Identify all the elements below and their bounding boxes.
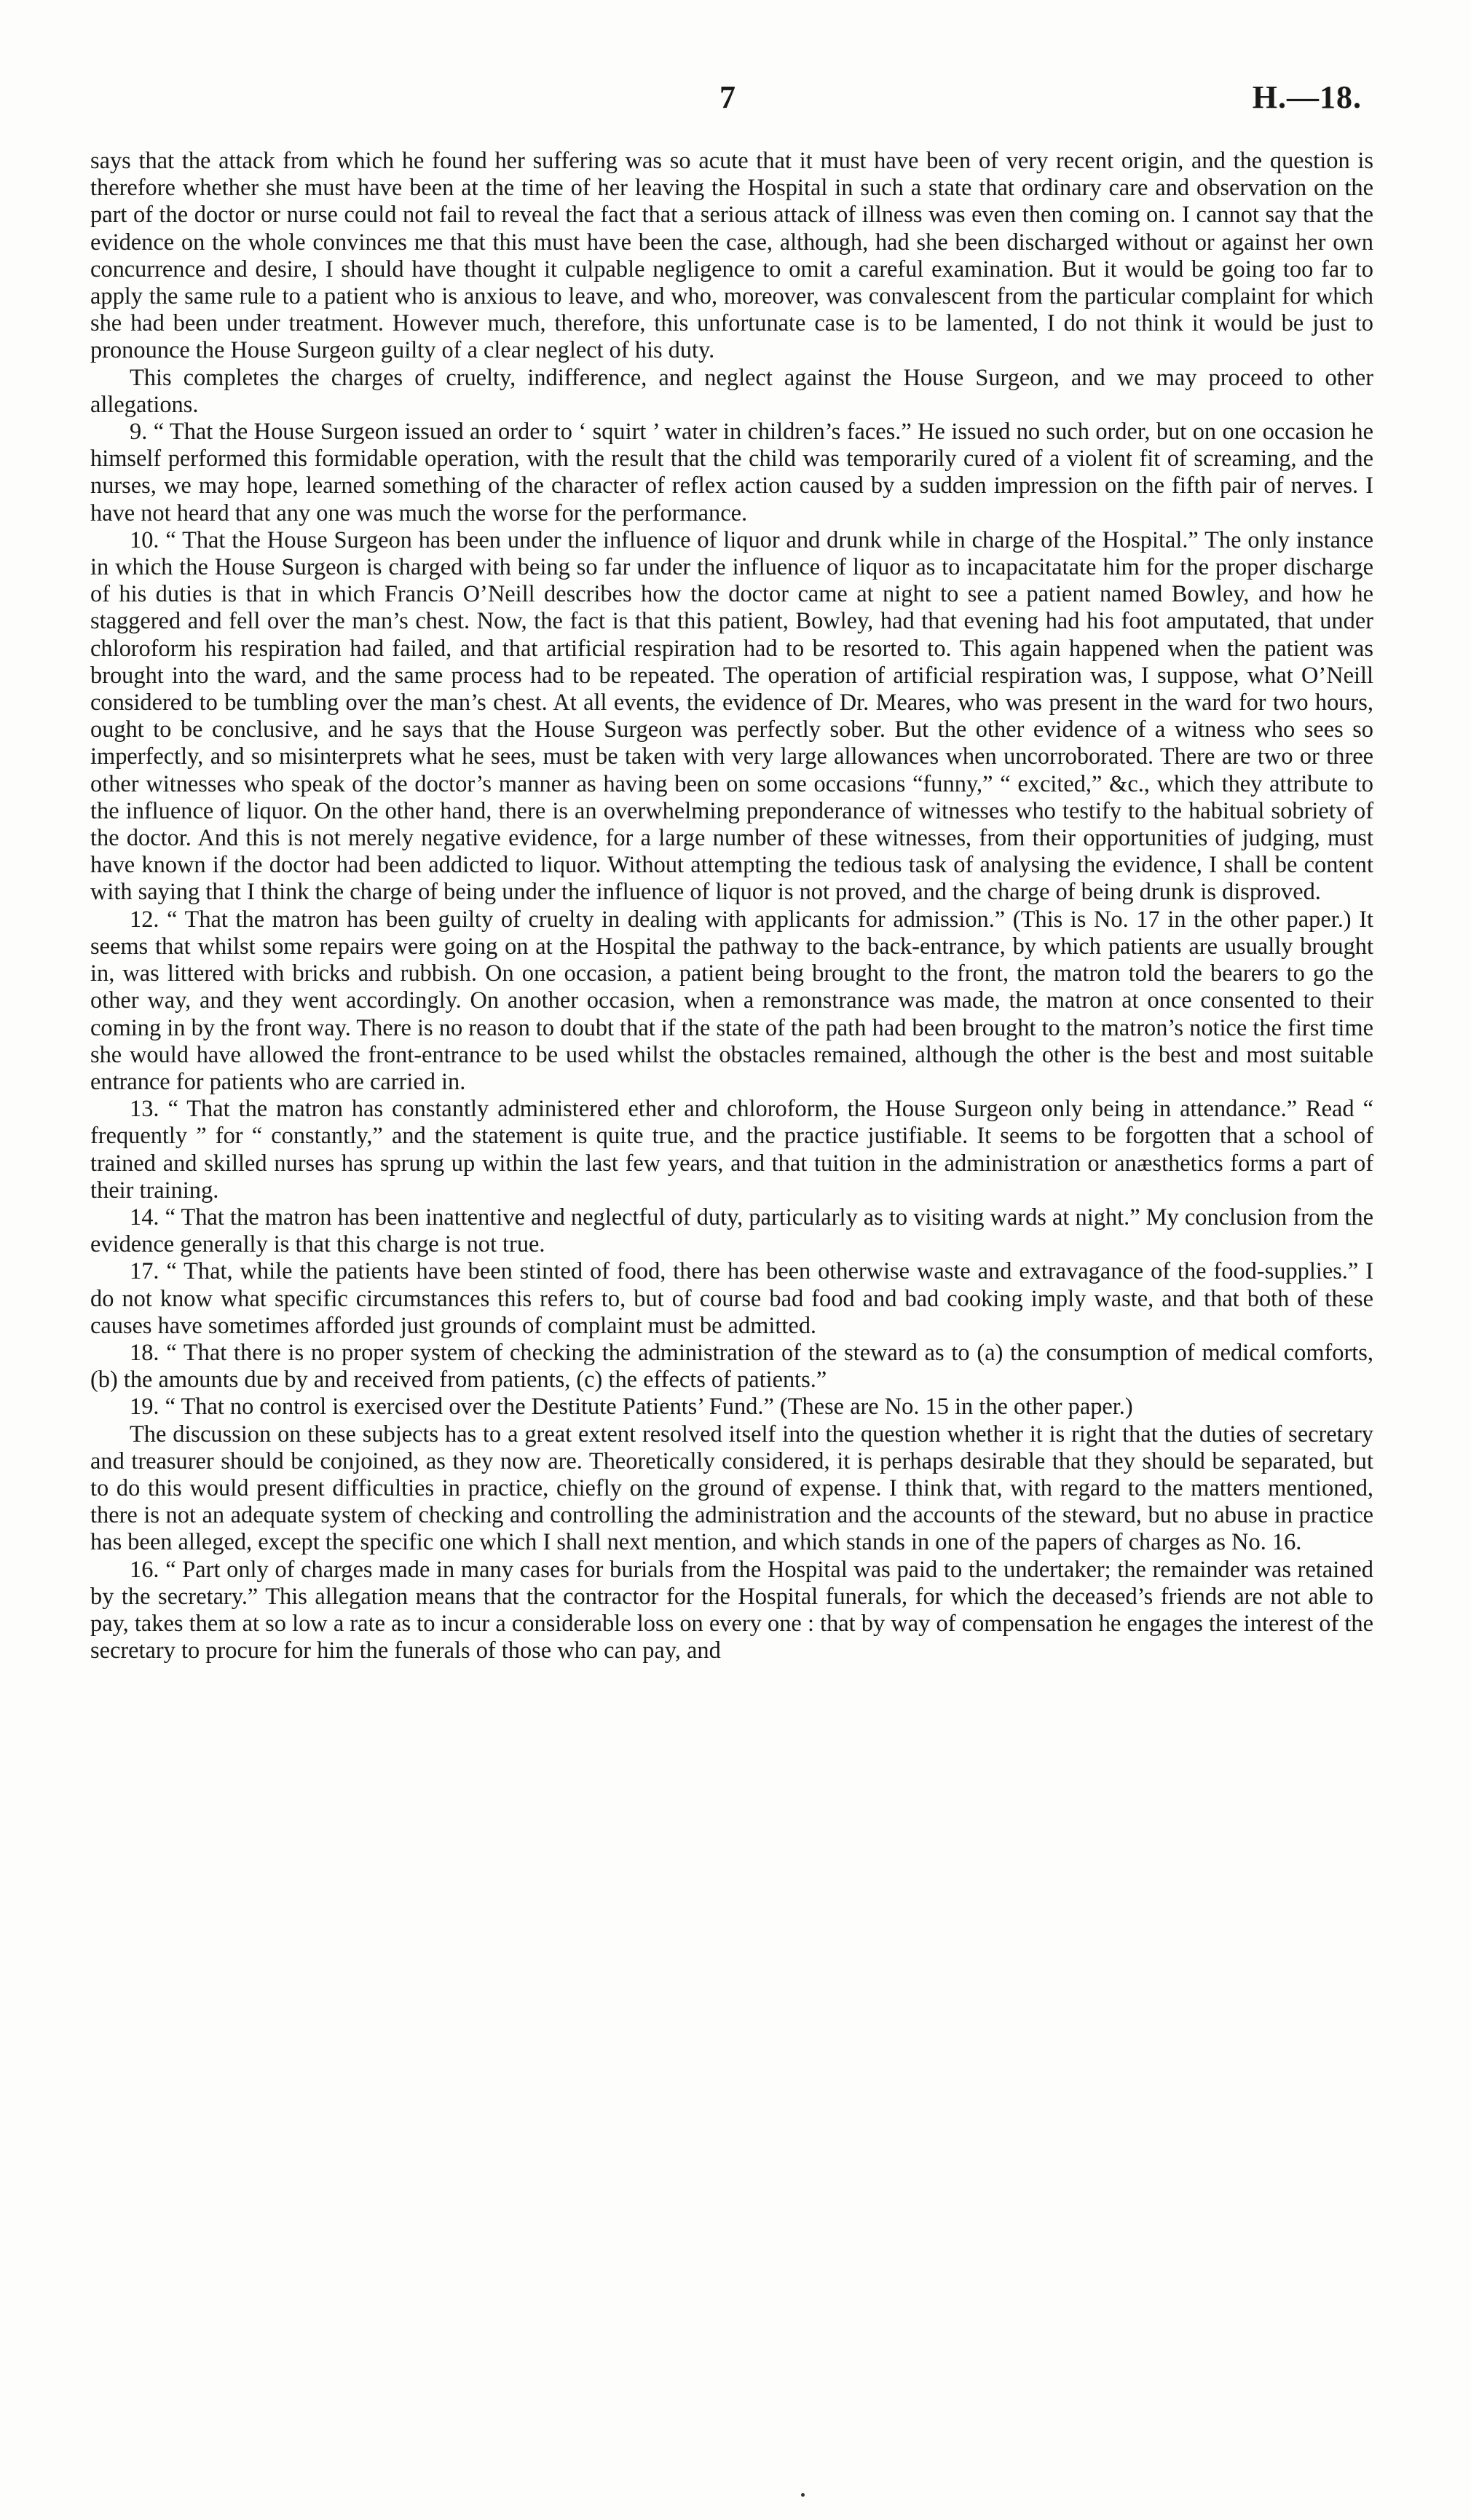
paragraph-charge-16: 16. “ Part only of charges made in many cases for burials from the Hospital was paid to the undertaker; the remainder was retained by the secretary.” This allegation means that the contractor for the Hospital funerals, for which the deceased’s friends are not able to pay, takes them at so low a rate as to incur a considerable loss on every one : that by way of compensation he engages the interest of the secretary to procure for him the funerals of those who can pay, and — [90, 1556, 1373, 1664]
print-speck — [801, 2493, 805, 2497]
paragraph-charge-13: 13. “ That the matron has constantly administered ether and chloroform, the House Surgeon only being in attendance.” Read “ frequently ” for “ constantly,” and the statement is quite true, and the practice justifiable. It seems to be forgotten that a school of trained and skilled nurses has sprung up within the last few years, and that tuition in the administration or anæsthetics forms a part of their training. — [90, 1096, 1373, 1204]
paragraph-charge-10: 10. “ That the House Surgeon has been under the influence of liquor and drunk while in charge of the Hospital.” The only instance in which the House Surgeon is charged with being so far under the influence of liquor as to incapacitatate him for the proper discharge of his duties is that in which Francis O’Neill describes how the doctor came at night to see a patient named Bowley, and how he staggered and fell over the man’s chest. Now, the fact is that this patient, Bowley, had that evening had his foot amputated, that under chloroform his respiration had failed, and that artificial respiration had to be resorted to. This again happened when the patient was brought into the ward, and the same process had to be repeated. The operation of artificial respiration was, I suppose, what O’Neill considered to be tumbling over the man’s chest. At all events, the evidence of Dr. Meares, who was present in the ward for two hours, ought to be conclusive, and he says that the House Surgeon was perfectly sober. But the other evidence of a witness who sees so imperfectly, and so misinterprets what he sees, must be taken with very large allowances when uncorroborated. There are two or three other witnesses who speak of the doctor’s manner as having been on some occasions “funny,” “ excited,” &c., which they attribute to the influence of liquor. On the other hand, there is an overwhelming preponderance of witnesses who testify to the habitual sobriety of the doctor. And this is not merely negative evidence, for a large number of these witnesses, from their opportunities of judging, must have known if the doctor had been addicted to liquor. Without attempting the tedious task of analysing the evidence, I shall be content with saying that I think the charge of being under the influence of liquor is not proved, and the charge of being drunk is disproved. — [90, 526, 1373, 906]
paragraph-charge-18: 18. “ That there is no proper system of checking the administration of the steward as to (a) the consumption of medical comforts, (b) the amounts due by and received from patients, (c) the effects of patients.” — [90, 1339, 1373, 1394]
paragraph-charge-12: 12. “ That the matron has been guilty of cruelty in dealing with applicants for admission.” (This is No. 17 in the other paper.) It seems that whilst some repairs were going on at the Hospital the pathway to the back-entrance, by which patients are usually brought in, was littered with bricks and rubbish. On one occasion, a patient being brought to the front, the matron told the bearers to go the other way, and they went accordingly. On another occasion, when a remonstrance was made, the matron at once consented to their coming in by the front way. There is no reason to doubt that if the state of the path had been brought to the matron’s notice the first time she would have allowed the front-entrance to be used whilst the obstacles remained, although the other is the best and most suitable entrance for patients who are carried in. — [90, 906, 1373, 1095]
page-header — [0, 79, 1471, 122]
paragraph: This completes the charges of cruelty, indifference, and neglect against the House Surgeon, and we may proceed to other allegations. — [90, 364, 1373, 418]
paragraph-discussion: The discussion on these subjects has to a great extent resolved itself into the question whether it is right that the duties of secretary and treasurer should be conjoined, as they now are. Theoretically considered, it is perhaps desirable that they should be separated, but to do this would present difficulties in practice, chiefly on the ground of expense. I think that, with regard to the matters mentioned, there is not an adequate system of checking and controlling the administration and the accounts of the steward, but no abuse in practice has been alleged, except the specific one which I shall next mention, and which stands in one of the papers of charges as No. 16. — [90, 1421, 1373, 1556]
paragraph-charge-9: 9. “ That the House Surgeon issued an order to ‘ squirt ’ water in children’s faces.” He issued no such order, but on one occasion he himself performed this formidable operation, with the result that the child was temporarily cured of a violent fit of screaming, and the nurses, we may hope, learned something of the character of reflex action caused by a sudden impression on the fifth pair of nerves. I have not heard that any one was much the worse for the performance. — [90, 419, 1373, 526]
paragraph-charge-14: 14. “ That the matron has been inattentive and neglectful of duty, particularly as to visiting wards at night.” My conclusion from the evidence generally is that this charge is not true. — [90, 1204, 1373, 1258]
document-reference: H.—18. — [1252, 79, 1362, 115]
page-number: 7 — [719, 79, 736, 115]
paragraph-continued: says that the attack from which he found her suffering was so acute that it must have been of very recent origin, and the question is therefore whether she must have been at the time of her leaving the Hospital in such a state that ordinary care and observation on the part of the doctor or nurse could not fail to reveal the fact that a serious attack of illness was even then coming on. I cannot say that the evidence on the whole convinces me that this must have been the case, although, had she been discharged without or against her own concurrence and desire, I should have thought it culpable negligence to omit a careful examination. But it would be going too far to apply the same rule to a patient who is anxious to leave, and who, moreover, was convalescent from the particular complaint for which she had been under treatment. However much, therefore, this unfortunate case is to be lamented, I do not think it would be just to pronounce the House Surgeon guilty of a clear neglect of his duty. — [90, 148, 1373, 364]
paragraph-charge-19: 19. “ That no control is exercised over the Destitute Patients’ Fund.” (These are No. 15 in the other paper.) — [130, 1394, 1133, 1421]
body-text — [90, 148, 1373, 1664]
paragraph-charge-17: 17. “ That, while the patients have been stinted of food, there has been otherwise waste and extravagance of the food-supplies.” I do not know what specific circumstances this refers to, but of course bad food and bad cooking imply waste, and that both of these causes have sometimes afforded just grounds of complaint must be admitted. — [90, 1258, 1373, 1339]
